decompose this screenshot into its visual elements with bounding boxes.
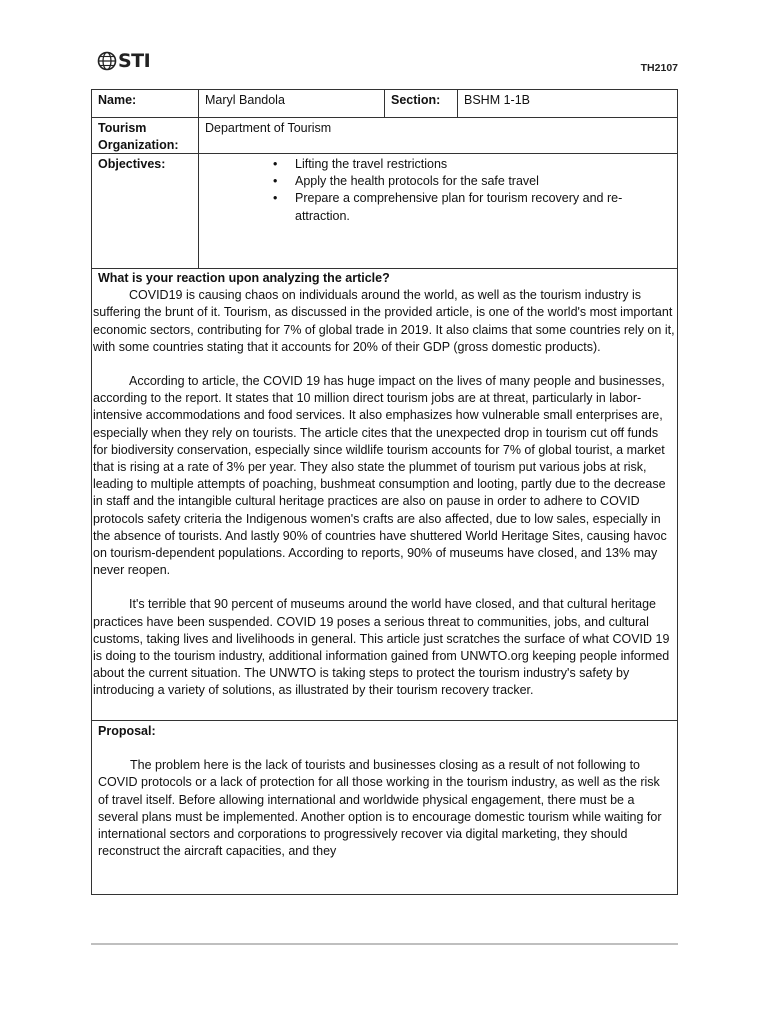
- section-label: Section:: [385, 90, 458, 117]
- objectives-list: [205, 156, 671, 225]
- name-value: Maryl Bandola: [199, 90, 385, 117]
- objectives-label: Objectives:: [92, 154, 199, 268]
- name-label: Name:: [92, 90, 199, 117]
- objective-item: • Prepare a comprehensive plan for tourism recovery and re-attraction.: [295, 190, 671, 224]
- brand-name: STI: [118, 50, 151, 72]
- objective-item: • Apply the health protocols for the safe travel: [295, 173, 671, 190]
- globe-icon: [97, 51, 117, 71]
- reaction-paragraph: COVID19 is causing chaos on individuals around the world, as well as the tourism industry is suffering the brunt of it. Tourism, as discussed in the provided article, is one of the world's most important economic sectors, contributing for 7% of global trade in 2019. It also claims that some countries rely on it, with some countries stating that it accounts for 20% of their GDP (gross domestic products).: [93, 288, 675, 354]
- section-value: BSHM 1-1B: [464, 93, 530, 107]
- organization-row: [92, 118, 677, 154]
- proposal-section: [92, 721, 677, 860]
- proposal-text: The problem here is the lack of tourists and businesses closing as a result of not following to COVID protocols or a lack of protection for all those working in the tourism industry, as well as the risk of travel itself. Before allowing international and worldwide physical engagement, there must be a several plans must be implemented. Another option is to encourage domestic tourism while waiting for international sectors and corporations to progressively recover via digital marketing, they should reconstruct the aircraft capacities, and they: [98, 758, 662, 859]
- reaction-paragraph: According to article, the COVID 19 has huge impact on the lives of many people and businesses, according to the report. It states that 10 million direct tourism jobs are at threat, particularly in labor-intensive accommodations and food services. It also emphasizes how vulnerable small enterprises are, especially when they rely on tourists. The article cites that the unexpected drop in tourism cut off funds for biodiversity conservation, especially since wildlife tourism accounts for 7% of global tourist, a market that is rising at a rate of 3% per year. They also state the plummet of tourism put various jobs at risk, leading to multiple attempts of poaching, bushmeat consumption and looting, partly due to the decrease in staff and the intangible cultural heritage practices are also on pause in order to adhere to COVID protocols safety criteria the Indigenous women's crafts are also affected, due to low sales, especially in the absence of tourists. And lastly 90% of countries have shuttered World Heritage Sites, causing havoc on tourism-dependent populations. According to reports, 90% of museums have closed, and 13% may never reopen.: [93, 374, 667, 578]
- document-code: TH2107: [640, 62, 678, 74]
- reaction-question: What is your reaction upon analyzing the article?: [98, 271, 390, 285]
- organization-value: Department of Tourism: [205, 121, 332, 135]
- footer-divider: [91, 943, 678, 945]
- tourism-worksheet: [91, 89, 678, 895]
- name-row: [92, 90, 677, 118]
- organization-label: Tourism Organization:: [92, 118, 199, 153]
- objective-item: • Lifting the travel restrictions: [295, 156, 671, 173]
- objectives-row: [92, 154, 677, 269]
- reaction-section: [92, 269, 677, 721]
- sti-logo: [97, 50, 150, 72]
- proposal-label: Proposal:: [98, 724, 156, 738]
- reaction-paragraph: It's terrible that 90 percent of museums around the world have closed, and that cultural heritage practices have been suspended. COVID 19 poses a serious threat to communities, jobs, and cultural customs, taking lives and livelihoods in general. This article just scratches the surface of what COVID 19 is doing to the tourism industry, additional information gained from UNWTO.org keeping people informed about the current situation. The UNWTO is taking steps to protect the tourism industry's safety by introducing a variety of solutions, as illustrated by their tourism recovery tracker.: [93, 597, 670, 698]
